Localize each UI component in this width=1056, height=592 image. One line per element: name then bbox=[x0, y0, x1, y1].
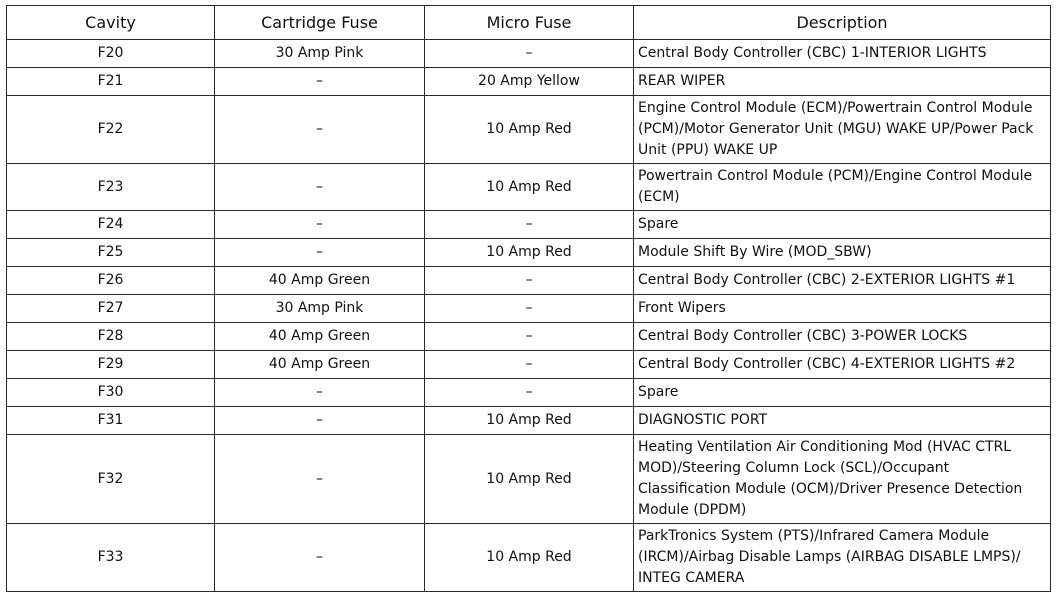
micro-fuse-cell: – bbox=[425, 351, 634, 379]
description-cell: Powertrain Control Module (PCM)/Engine Control Module (ECM) bbox=[634, 164, 1051, 211]
header-micro-fuse: Micro Fuse bbox=[425, 6, 634, 40]
table-row bbox=[7, 164, 1051, 211]
cartridge-fuse-cell: 30 Amp Pink bbox=[215, 295, 425, 323]
description-cell: Central Body Controller (CBC) 3-POWER LOCKS bbox=[634, 323, 1051, 351]
table-row bbox=[7, 96, 1051, 164]
header-cavity: Cavity bbox=[7, 6, 215, 40]
cartridge-fuse-cell: – bbox=[215, 68, 425, 96]
cavity-cell: F33 bbox=[7, 524, 215, 592]
cartridge-fuse-cell: – bbox=[215, 164, 425, 211]
cartridge-fuse-cell: 30 Amp Pink bbox=[215, 40, 425, 68]
description-cell: Module Shift By Wire (MOD_SBW) bbox=[634, 239, 1051, 267]
cartridge-fuse-cell: – bbox=[215, 211, 425, 239]
header-row bbox=[7, 6, 1051, 40]
table-row bbox=[7, 295, 1051, 323]
table-row bbox=[7, 239, 1051, 267]
cavity-cell: F23 bbox=[7, 164, 215, 211]
table-row bbox=[7, 211, 1051, 239]
micro-fuse-cell: 10 Amp Red bbox=[425, 96, 634, 164]
description-cell: REAR WIPER bbox=[634, 68, 1051, 96]
micro-fuse-cell: – bbox=[425, 211, 634, 239]
description-cell: Central Body Controller (CBC) 4-EXTERIOR LIGHTS #2 bbox=[634, 351, 1051, 379]
description-cell: ParkTronics System (PTS)/Infrared Camera Module (IRCM)/Airbag Disable Lamps (AIRBAG DISABLE LMPS)/ INTEG CAMERA bbox=[634, 524, 1051, 592]
micro-fuse-cell: – bbox=[425, 267, 634, 295]
cavity-cell: F22 bbox=[7, 96, 215, 164]
header-description: Description bbox=[634, 6, 1051, 40]
micro-fuse-cell: 10 Amp Red bbox=[425, 239, 634, 267]
micro-fuse-cell: – bbox=[425, 295, 634, 323]
micro-fuse-cell: 10 Amp Red bbox=[425, 524, 634, 592]
cartridge-fuse-cell: – bbox=[215, 524, 425, 592]
micro-fuse-cell: – bbox=[425, 40, 634, 68]
description-cell: Engine Control Module (ECM)/Powertrain Control Module (PCM)/Motor Generator Unit (MGU) WAKE UP/Power Pack Unit (PPU) WAKE UP bbox=[634, 96, 1051, 164]
description-cell: DIAGNOSTIC PORT bbox=[634, 407, 1051, 435]
description-cell: Spare bbox=[634, 211, 1051, 239]
header-cartridge-fuse: Cartridge Fuse bbox=[215, 6, 425, 40]
cartridge-fuse-cell: – bbox=[215, 407, 425, 435]
cavity-cell: F28 bbox=[7, 323, 215, 351]
table-row bbox=[7, 267, 1051, 295]
micro-fuse-cell: 10 Amp Red bbox=[425, 164, 634, 211]
cartridge-fuse-cell: 40 Amp Green bbox=[215, 323, 425, 351]
description-cell: Heating Ventilation Air Conditioning Mod (HVAC CTRL MOD)/Steering Column Lock (SCL)/Occupant Classification Module (OCM)/Driver Presence Detection Module (DPDM) bbox=[634, 435, 1051, 524]
cavity-cell: F20 bbox=[7, 40, 215, 68]
micro-fuse-cell: 10 Amp Red bbox=[425, 407, 634, 435]
cavity-cell: F27 bbox=[7, 295, 215, 323]
cartridge-fuse-cell: – bbox=[215, 96, 425, 164]
description-cell: Central Body Controller (CBC) 1-INTERIOR LIGHTS bbox=[634, 40, 1051, 68]
table-row bbox=[7, 40, 1051, 68]
cavity-cell: F26 bbox=[7, 267, 215, 295]
micro-fuse-cell: 10 Amp Red bbox=[425, 435, 634, 524]
cavity-cell: F31 bbox=[7, 407, 215, 435]
cartridge-fuse-cell: – bbox=[215, 239, 425, 267]
cartridge-fuse-cell: – bbox=[215, 379, 425, 407]
cavity-cell: F32 bbox=[7, 435, 215, 524]
cavity-cell: F29 bbox=[7, 351, 215, 379]
description-cell: Front Wipers bbox=[634, 295, 1051, 323]
table-row bbox=[7, 407, 1051, 435]
table-row bbox=[7, 323, 1051, 351]
micro-fuse-cell: – bbox=[425, 323, 634, 351]
table-row bbox=[7, 379, 1051, 407]
micro-fuse-cell: – bbox=[425, 379, 634, 407]
table-row bbox=[7, 524, 1051, 592]
cartridge-fuse-cell: – bbox=[215, 435, 425, 524]
cavity-cell: F25 bbox=[7, 239, 215, 267]
micro-fuse-cell: 20 Amp Yellow bbox=[425, 68, 634, 96]
cavity-cell: F24 bbox=[7, 211, 215, 239]
cavity-cell: F21 bbox=[7, 68, 215, 96]
cartridge-fuse-cell: 40 Amp Green bbox=[215, 267, 425, 295]
cartridge-fuse-cell: 40 Amp Green bbox=[215, 351, 425, 379]
fuse-table bbox=[6, 5, 1051, 592]
cavity-cell: F30 bbox=[7, 379, 215, 407]
description-cell: Spare bbox=[634, 379, 1051, 407]
table-row bbox=[7, 351, 1051, 379]
table-row bbox=[7, 435, 1051, 524]
description-cell: Central Body Controller (CBC) 2-EXTERIOR LIGHTS #1 bbox=[634, 267, 1051, 295]
table-row bbox=[7, 68, 1051, 96]
